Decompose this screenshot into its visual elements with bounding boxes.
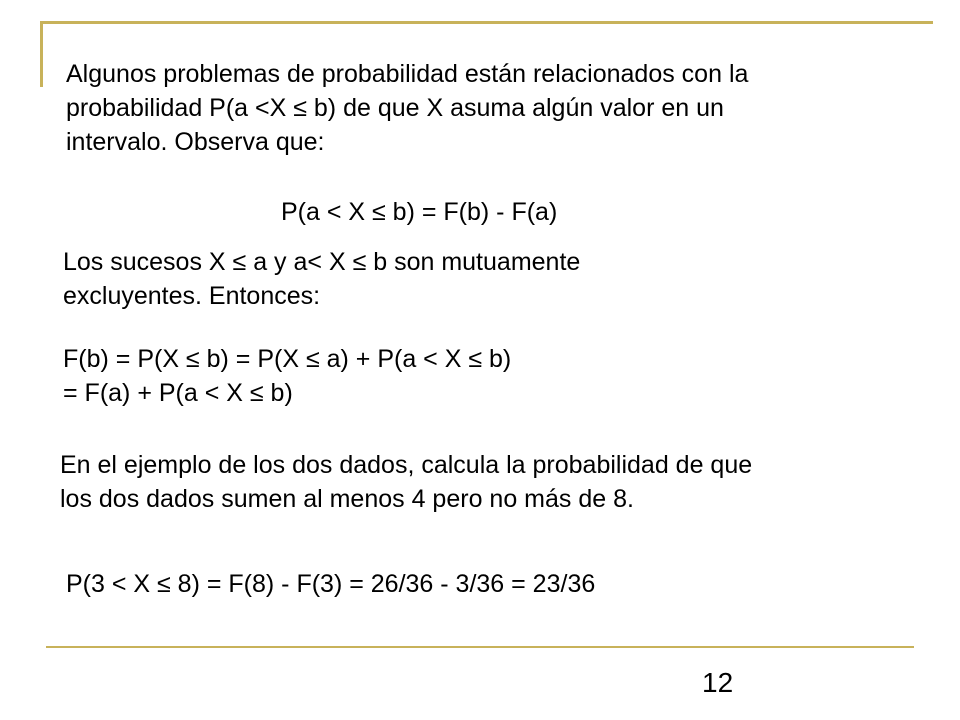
page-number: 12 <box>702 667 734 698</box>
intro-line-2: probabilidad P(a <X ≤ b) de que X asuma algún valor en un <box>66 94 724 122</box>
left-border-line <box>40 21 43 87</box>
derivation-block <box>63 342 511 410</box>
bottom-divider-line <box>46 646 914 648</box>
example-question <box>60 448 752 516</box>
example-line-1: En el ejemplo de los dos dados, calcula la probabilidad de que <box>60 451 753 479</box>
derivation-line-2: = F(a) + P(a < X ≤ b) <box>63 379 293 407</box>
example-line-2: los dos dados sumen al menos 4 pero no más de 8. <box>60 485 634 513</box>
intro-line-3: intervalo. Observa que: <box>66 128 325 156</box>
main-formula: P(a < X ≤ b) = F(b) - F(a) <box>281 198 558 226</box>
sucesos-line-2: excluyentes. Entonces: <box>63 282 321 310</box>
derivation-line-1: F(b) = P(X ≤ b) = P(X ≤ a) + P(a < X ≤ b) <box>63 345 512 373</box>
sucesos-line-1: Los sucesos X ≤ a y a< X ≤ b son mutuamente <box>63 248 581 276</box>
intro-line-1: Algunos problemas de probabilidad están relacionados con la <box>66 60 749 88</box>
answer-formula: P(3 < X ≤ 8) = F(8) - F(3) = 26/36 - 3/36 = 23/36 <box>66 570 596 598</box>
sucesos-paragraph <box>63 245 580 313</box>
top-border-line <box>40 21 933 24</box>
intro-paragraph <box>66 57 748 159</box>
